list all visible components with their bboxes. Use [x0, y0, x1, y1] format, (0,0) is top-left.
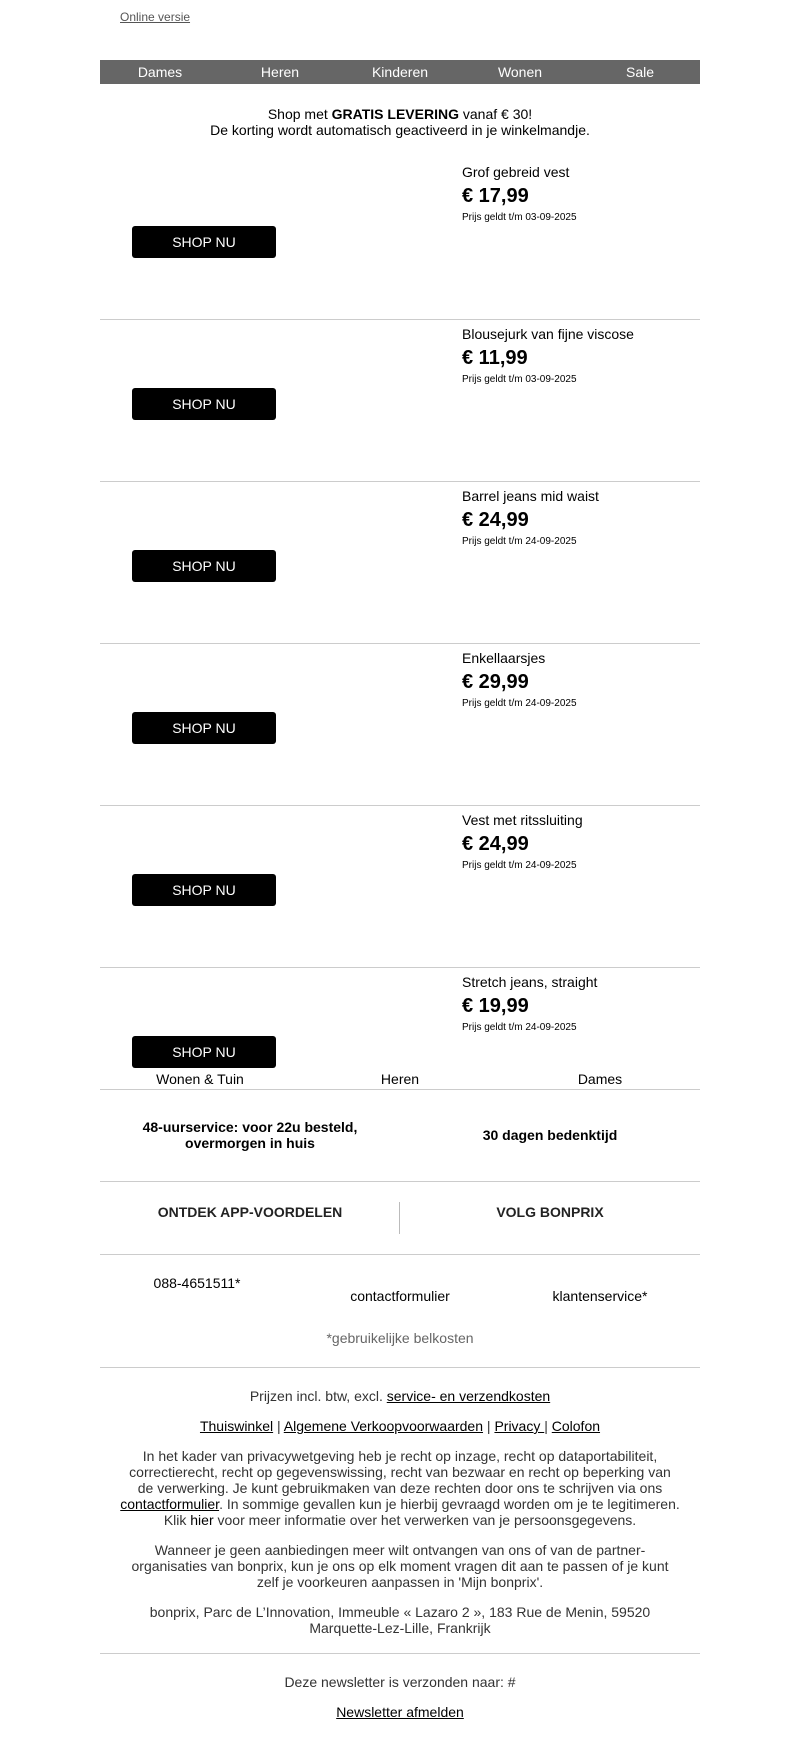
- product-info: [462, 812, 583, 871]
- shop-now-button[interactable]: SHOP NU: [132, 712, 276, 744]
- product-price: € 29,99: [462, 671, 529, 693]
- company-address: bonprix, Parc de L’Innovation, Immeuble « Lazaro 2 », 183 Rue de Menin, 59520 Marquette-Lez-Lille, Frankrijk: [149, 1604, 651, 1636]
- promo-line-1: [100, 106, 700, 122]
- product-price: € 17,99: [462, 185, 529, 207]
- call-costs-note: *gebruikelijke belkosten: [326, 1330, 474, 1346]
- product-info: [462, 326, 634, 385]
- legal-links: Thuiswinkel | Algemene Verkoopvoorwaarden | Privacy | Colofon: [199, 1418, 601, 1434]
- product-name[interactable]: Barrel jeans mid waist: [462, 488, 599, 504]
- price-validity: Prijs geldt t/m 24-09-2025: [462, 536, 577, 547]
- thuiswinkel-link[interactable]: Thuiswinkel: [199, 1418, 274, 1434]
- price-validity: Prijs geldt t/m 03-09-2025: [462, 374, 577, 385]
- product-name[interactable]: Blousejurk van fijne viscose: [462, 326, 634, 342]
- shop-now-button[interactable]: SHOP NU: [132, 388, 276, 420]
- product-card: [100, 482, 700, 644]
- privacy-link[interactable]: Privacy: [494, 1418, 545, 1434]
- customer-service-link[interactable]: klantenservice*: [552, 1288, 648, 1304]
- footer: [120, 1388, 680, 1650]
- shop-now-button[interactable]: SHOP NU: [132, 550, 276, 582]
- product-name[interactable]: Enkellaarsjes: [462, 650, 546, 666]
- product-info: [462, 650, 577, 709]
- product-info: [462, 164, 577, 223]
- price-validity: Prijs geldt t/m 03-09-2025: [462, 212, 577, 223]
- privacy-text: . In sommige gevallen kun je hierbij gevraagd worden om je te legitimeren. Klik: [163, 1496, 680, 1528]
- follow-bonprix-link[interactable]: VOLG BONPRIX: [496, 1204, 604, 1220]
- newsletter-recipient: Deze newsletter is verzonden naar: #: [284, 1674, 516, 1690]
- nav-item-dames[interactable]: Dames: [137, 64, 183, 80]
- category-link-wonen-tuin[interactable]: Wonen & Tuin: [156, 1071, 244, 1087]
- usp-section: [100, 1089, 700, 1182]
- category-link-heren[interactable]: Heren: [380, 1071, 420, 1087]
- privacy-statement: [120, 1448, 680, 1528]
- prices-note: [120, 1388, 680, 1404]
- shop-now-button[interactable]: SHOP NU: [132, 226, 276, 258]
- usp-delivery: 48-uurservice: voor 22u besteld, overmorgen in huis: [142, 1119, 358, 1151]
- price-validity: Prijs geldt t/m 24-09-2025: [462, 860, 577, 871]
- product-price: € 24,99: [462, 833, 529, 855]
- product-name[interactable]: Stretch jeans, straight: [462, 974, 598, 990]
- promo-text: vanaf € 30!: [458, 106, 533, 122]
- colofon-link[interactable]: Colofon: [551, 1418, 601, 1434]
- product-card: [100, 158, 700, 320]
- phone-link[interactable]: 088-4651511*: [153, 1275, 241, 1291]
- category-link-dames[interactable]: Dames: [577, 1071, 623, 1087]
- product-price: € 24,99: [462, 509, 529, 531]
- product-list: [100, 158, 700, 1098]
- product-info: [462, 974, 597, 1033]
- contact-form-link[interactable]: contactformulier: [350, 1288, 450, 1304]
- shop-now-button[interactable]: SHOP NU: [132, 1036, 276, 1068]
- privacy-text: voor meer informatie over het verwerken van je persoonsgegevens.: [213, 1512, 637, 1528]
- price-validity: Prijs geldt t/m 24-09-2025: [462, 698, 577, 709]
- promo-highlight: GRATIS LEVERING: [331, 106, 459, 122]
- category-links: [100, 1071, 700, 1090]
- product-name[interactable]: Vest met ritssluiting: [462, 812, 583, 828]
- main-nav: [100, 60, 700, 84]
- promo-line-2: De korting wordt automatisch geactiveerd in je winkelmandje.: [210, 122, 590, 138]
- usp-return: 30 dagen bedenktijd: [482, 1127, 618, 1143]
- contact-section: [100, 1255, 700, 1368]
- nav-item-sale[interactable]: Sale: [625, 64, 655, 80]
- shipping-costs-link[interactable]: service- en verzendkosten: [386, 1388, 551, 1404]
- nav-item-wonen[interactable]: Wonen: [497, 64, 543, 80]
- product-card: [100, 644, 700, 806]
- unsubscribe-link[interactable]: Newsletter afmelden: [336, 1704, 464, 1720]
- privacy-here-link[interactable]: hier: [190, 1512, 214, 1528]
- app-benefits-link[interactable]: ONTDEK APP-VOORDELEN: [157, 1204, 343, 1220]
- newsletter-section: [100, 1653, 700, 1720]
- product-name[interactable]: Grof gebreid vest: [462, 164, 570, 180]
- optout-statement: Wanneer je geen aanbiedingen meer wilt ontvangen van ons of van de partner-organisaties van bonprix, kun je ons op elk moment vragen dit aan te passen of je kunt zelf je voorkeuren aanpassen in 'Mijn bonprix'.: [131, 1542, 669, 1590]
- price-validity: Prijs geldt t/m 24-09-2025: [462, 1022, 577, 1033]
- prices-text: Prijzen incl. btw, excl.: [249, 1388, 387, 1404]
- shop-now-button[interactable]: SHOP NU: [132, 874, 276, 906]
- online-version-link[interactable]: Online versie: [120, 10, 191, 24]
- app-section: [100, 1182, 700, 1255]
- promo-banner: [100, 106, 700, 138]
- terms-link[interactable]: Algemene Verkoopvoorwaarden: [283, 1418, 484, 1434]
- privacy-text: In het kader van privacywetgeving heb je recht op inzage, recht op dataportabiliteit, correctierecht, recht op gegevenswissing, recht van bezwaar en recht op beperking van de verwerking. Je kunt gebruikmaken van deze rechten door ons te schrijven via ons: [129, 1448, 671, 1496]
- product-card: [100, 320, 700, 482]
- promo-text: Shop met: [267, 106, 332, 122]
- product-info: [462, 488, 599, 547]
- nav-item-kinderen[interactable]: Kinderen: [371, 64, 429, 80]
- nav-item-heren[interactable]: Heren: [260, 64, 300, 80]
- product-price: € 19,99: [462, 995, 529, 1017]
- product-price: € 11,99: [462, 347, 528, 369]
- product-card: [100, 806, 700, 968]
- privacy-contact-form-link[interactable]: contactformulier: [120, 1496, 220, 1512]
